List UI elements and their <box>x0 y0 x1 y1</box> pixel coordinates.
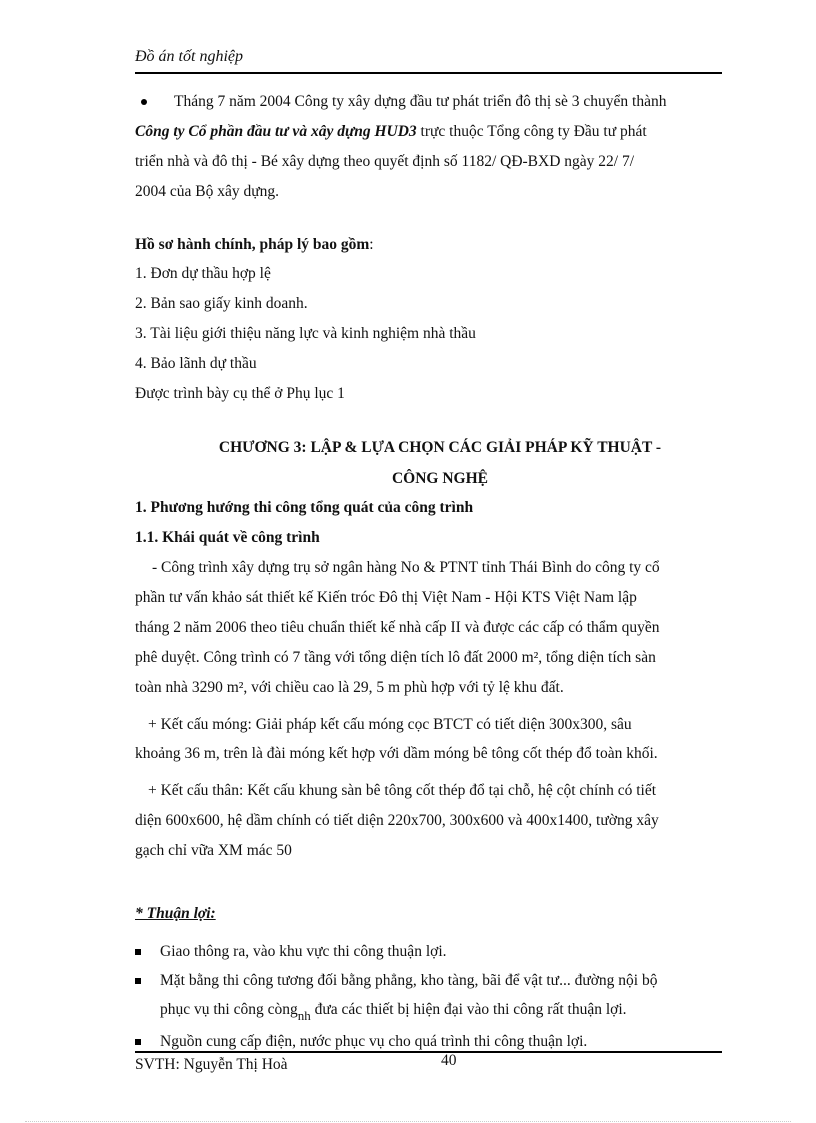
chapter-title-line-1: CHƯƠNG 3: LẬP & LỰA CHỌN CÁC GIẢI PHÁP KỸ THUẬT - <box>218 439 662 456</box>
foundation-line-1: + Kết cấu móng: Giải pháp kết cấu móng cọc BTCT có tiết diện 300x300, sâu <box>148 716 632 733</box>
section-1-title: 1. Phương hướng thi công tổng quát của công trình <box>135 499 474 516</box>
section-1-1-title: 1.1. Khái quát về công trình <box>135 529 320 546</box>
overview-line-2: phần tư vấn khảo sát thiết kế Kiến tróc Đô thị Việt Nam - Hội KTS Việt Nam lập <box>135 589 637 606</box>
advantage-item-2-line-1: Mặt bằng thi công tương đối bằng phẳng, kho tàng, bãi để vật tư... đường nội bộ <box>160 972 658 989</box>
company-name: Công ty Cổ phần đầu tư và xây dựng HUD3 <box>135 123 417 140</box>
advantage-item-1: Giao thông ra, vào khu vực thi công thuận lợi. <box>160 943 447 960</box>
square-bullet-icon <box>135 966 141 996</box>
advantage-item-2-subscript: nh <box>297 1008 311 1023</box>
intro-line-2 <box>135 117 722 147</box>
foundation-line-2: khoảng 36 m, trên là đài móng kết hợp với dầm móng bê tông cốt thép đổ toàn khối. <box>135 745 658 762</box>
legal-heading-text: Hồ sơ hành chính, pháp lý bao gồm <box>135 236 370 253</box>
overview-line-4: phê duyệt. Công trình có 7 tầng với tổng diện tích lô đất 2000 m², tổng diện tích sàn <box>135 649 656 666</box>
advantage-item-2-text-b: đưa các thiết bị hiện đại vào thi công rất thuận lợi. <box>310 1001 627 1018</box>
intro-line-1: Tháng 7 năm 2004 Công ty xây dựng đầu tư phát triển đô thị sè 3 chuyển thành <box>174 93 667 110</box>
body-structure-line-1: + Kết cấu thân: Kết cấu khung sàn bê tông cốt thép đổ tại chỗ, hệ cột chính có tiết <box>148 782 657 799</box>
intro-line-4: 2004 của Bộ xây dựng. <box>135 183 280 200</box>
overview-line-1: - Công trình xây dựng trụ sở ngân hàng No & PTNT tỉnh Thái Bình do công ty cổ <box>152 559 660 576</box>
overview-line-5: toàn nhà 3290 m², với chiều cao là 29, 5 m phù hợp với tỷ lệ khu đất. <box>135 679 564 696</box>
legal-item-3: 3. Tài liệu giới thiệu năng lực và kinh nghiệm nhà thầu <box>135 325 476 342</box>
footer-rule <box>135 1051 722 1053</box>
overview-line-3: tháng 2 năm 2006 theo tiêu chuẩn thiết kế nhà cấp II và được các cấp có thẩm quyền <box>135 619 660 636</box>
square-bullet-icon <box>135 937 141 967</box>
page-number: 40 <box>441 1052 457 1069</box>
legal-item-4: 4. Bảo lãnh dự thầu <box>135 355 257 372</box>
page-header-title: Đồ án tốt nghiệp <box>135 48 243 65</box>
legal-item-2: 2. Bản sao giấy kinh doanh. <box>135 295 308 312</box>
footer-student-name: SVTH: Nguyễn Thị Hoà <box>135 1056 288 1073</box>
intro-line-3: triển nhà và đô thị - Bé xây dựng theo quyết định số 1182/ QĐ-BXD ngày 22/ 7/ <box>135 153 635 170</box>
advantages-heading: * Thuận lợi: <box>135 905 216 922</box>
intro-line-2-rest: trực thuộc Tổng công ty Đầu tư phát <box>416 123 647 140</box>
legal-heading <box>135 230 374 260</box>
header-rule <box>135 72 722 74</box>
body-structure-line-3: gạch chỉ vữa XM mác 50 <box>135 842 292 859</box>
legal-heading-colon: : <box>369 236 374 253</box>
legal-note: Được trình bày cụ thể ở Phụ lục 1 <box>135 385 345 402</box>
legal-item-1: 1. Đơn dự thầu hợp lệ <box>135 265 271 282</box>
bullet-dot-icon <box>141 87 147 117</box>
advantage-item-2-text-a: phục vụ thi công còng <box>160 1001 298 1018</box>
body-structure-line-2: diện 600x600, hệ dầm chính có tiết diện 220x700, 300x600 và 400x1400, tường xây <box>135 812 659 829</box>
chapter-title-line-2: CÔNG NGHỆ <box>391 470 489 487</box>
advantage-item-3: Nguồn cung cấp điện, nước phục vụ cho quá trình thi công thuận lợi. <box>160 1033 588 1050</box>
advantage-item-2-line-2 <box>160 995 627 1025</box>
page-bottom-edge <box>25 1121 791 1122</box>
